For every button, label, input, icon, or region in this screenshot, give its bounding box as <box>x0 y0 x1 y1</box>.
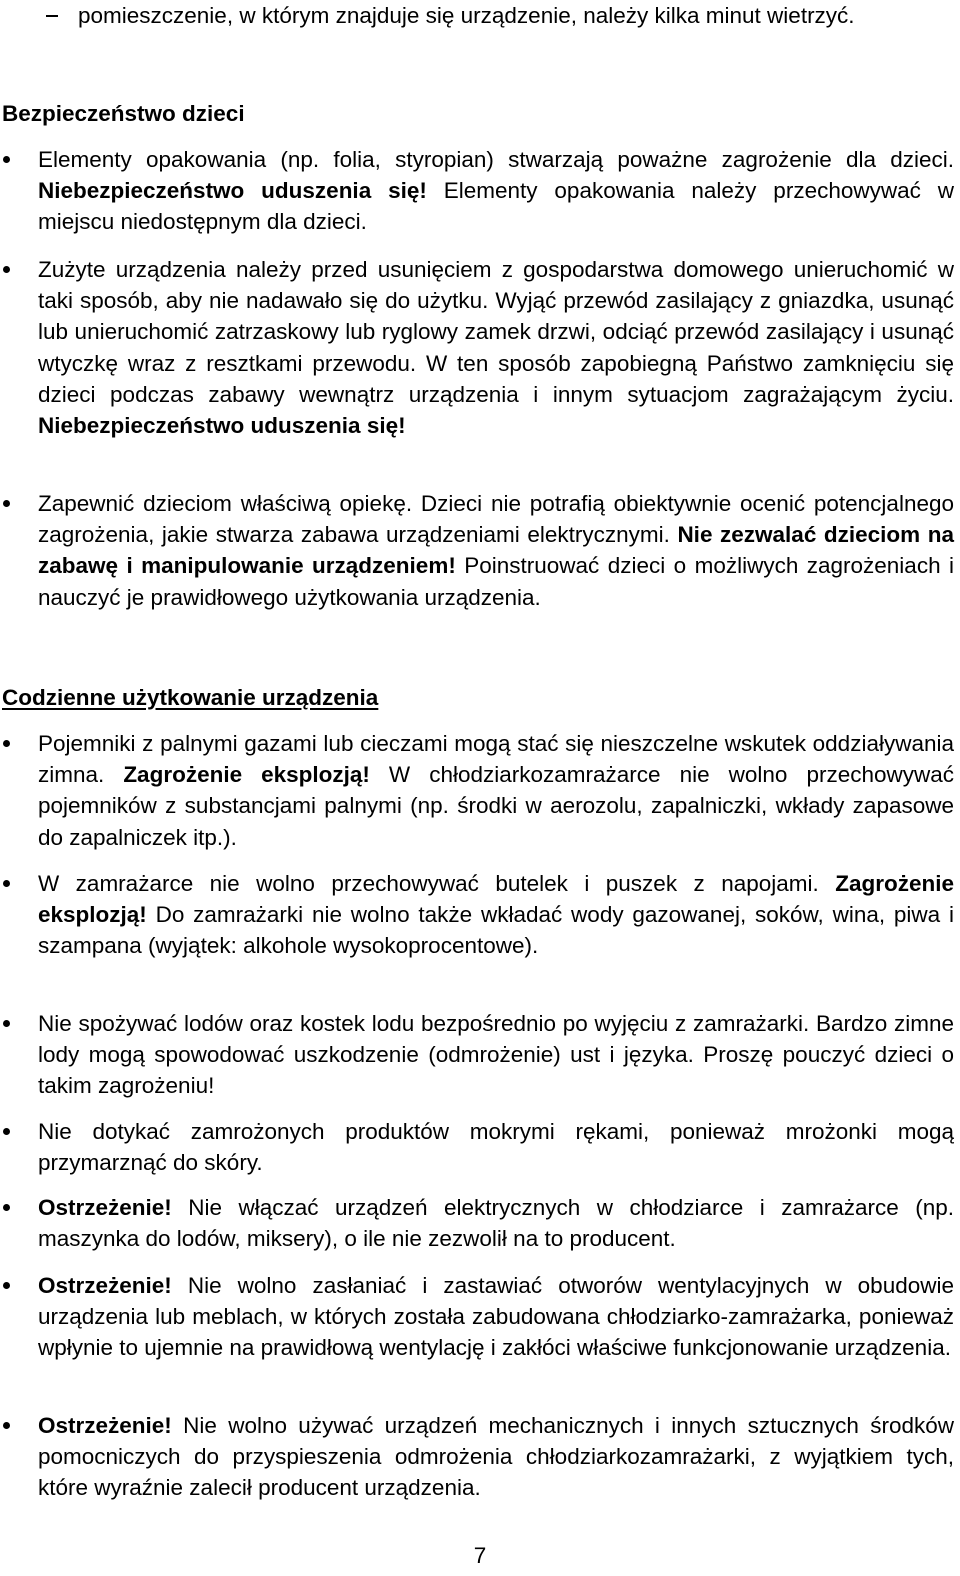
daily-use-item <box>0 1410 954 1504</box>
bold-warning-text: Niebezpieczeństwo uduszenia się! <box>38 413 406 439</box>
text-segment: Elementy opakowania (np. folia, styropian) stwarzają poważne zagrożenie dla dzieci. <box>38 147 954 172</box>
bold-warning-text: Ostrzeżenie! <box>38 1195 172 1220</box>
page-number: 7 <box>473 1543 487 1568</box>
list-item-text <box>38 871 954 958</box>
text-segment: Nie wolno używać urządzeń mechanicznych i innych sztucznych środków pomocniczych do przyspieszenia odmrożenia chłodziarkozamrażarki, z wyjątkiem tych, które wyraźnie zalecił producent urządzenia. <box>38 1413 954 1501</box>
section-heading-child-safety: Bezpieczeństwo dzieci <box>2 101 245 126</box>
section-heading-daily-use: Codzienne użytkowanie urządzenia <box>2 685 379 710</box>
daily-use-item <box>0 1116 954 1178</box>
list-item-text <box>38 1011 954 1098</box>
child-safety-item <box>0 488 954 613</box>
daily-use-item <box>0 728 954 853</box>
text-segment: Zużyte urządzenia należy przed usunięciem z gospodarstwa domowego unieruchomić w taki sposób, aby nie nadawało się do użytku. Wyjąć przewód zasilający z gniazdka, usunąć lub unieruchomić zatrzaskowy lub ryglowy zamek drzwi, odciąć przewód zasilający i usunąć wtyczkę wraz z resztkami przewodu. W ten sposób zapobiegną Państwo zamknięciu się dzieci podczas zabawy wewnątrz urządzenia i innym sytuacjom zagrażającym życiu. <box>38 257 954 407</box>
text-segment: Nie włączać urządzeń elektrycznych w chłodziarce i zamrażarce (np. maszynka do lodów, miksery), o ile nie zezwolił na to producent. <box>38 1195 954 1252</box>
text-segment: Poinstruować dzieci o możliwych zagrożeniach i nauczyć je prawidłowego użytkowania urządzenia. <box>38 553 954 610</box>
child-safety-item <box>0 144 954 238</box>
dash-list-item <box>40 0 954 31</box>
text-segment: Do zamrażarki nie wolno także wkładać wody gazowanej, soków, wina, piwa i szampana (wyjątek: alkohole wysokoprocentowe). <box>38 902 954 959</box>
bold-warning-text: Zagrożenie eksplozją! <box>123 762 370 788</box>
text-segment: Elementy opakowania należy przechowywać w miejscu niedostępnym dla dzieci. <box>38 178 955 235</box>
text-segment: W chłodziarkozamrażarce nie wolno przechowywać pojemników z substancjami palnymi (np. środki w aerozolu, zapalniczki, wkłady zapasowe do zapalniczek itp.). <box>38 762 955 850</box>
text-segment: Nie dotykać zamrożonych produktów mokrymi rękami, ponieważ mrożonki mogą przymarznąć do skóry. <box>38 1119 954 1176</box>
bold-warning-text: Zagrożenie eksplozją! <box>38 871 954 928</box>
daily-use-item <box>0 1008 954 1102</box>
list-item-text <box>38 491 954 610</box>
list-item-text <box>38 257 954 438</box>
daily-use-item <box>0 1270 954 1364</box>
list-item-text <box>38 1195 954 1251</box>
list-item-text <box>38 731 954 850</box>
list-item-text <box>38 147 954 234</box>
bold-warning-text: Ostrzeżenie! <box>38 1273 172 1298</box>
list-item-text <box>38 1273 954 1360</box>
list-item-text <box>38 1413 954 1500</box>
bold-warning-text: Ostrzeżenie! <box>38 1413 172 1438</box>
daily-use-item <box>0 1192 954 1254</box>
text-segment: Nie spożywać lodów oraz kostek lodu bezpośrednio po wyjęciu z zamrażarki. Bardzo zimne lody mogą spowodować uszkodzenie (odmrożenie) ust i języka. Proszę pouczyć dzieci o takim zagrożeniu! <box>38 1011 954 1099</box>
daily-use-item <box>0 868 954 962</box>
bold-warning-text: Niebezpieczeństwo uduszenia się! <box>38 178 427 204</box>
text-segment: W zamrażarce nie wolno przechowywać butelek i puszek z napojami. <box>38 871 836 896</box>
child-safety-item <box>0 254 954 441</box>
text-segment: Pojemniki z palnymi gazami lub cieczami mogą stać się nieszczelne wskutek oddziaływania zimna. <box>38 731 954 788</box>
text-segment: Zapewnić dzieciom właściwą opiekę. Dzieci nie potrafią obiektywnie ocenić potencjalnego zagrożenia, jakie stwarza zabawa urządzeniami elektrycznymi. <box>38 491 954 548</box>
bold-warning-text: Nie zezwalać dzieciom na zabawę i manipulowanie urządzeniem! <box>38 522 954 579</box>
dash-item-text: pomieszczenie, w którym znajduje się urządzenie, należy kilka minut wietrzyć. <box>78 3 855 28</box>
text-segment: Nie wolno zasłaniać i zastawiać otworów wentylacyjnych w obudowie urządzenia lub meblach, w których została zabudowana chłodziarko-zamrażarka, ponieważ wpłynie to ujemnie na prawidłową wentylację i zakłóci właściwe funkcjonowanie urządzenia. <box>38 1273 954 1361</box>
list-item-text <box>38 1119 954 1175</box>
